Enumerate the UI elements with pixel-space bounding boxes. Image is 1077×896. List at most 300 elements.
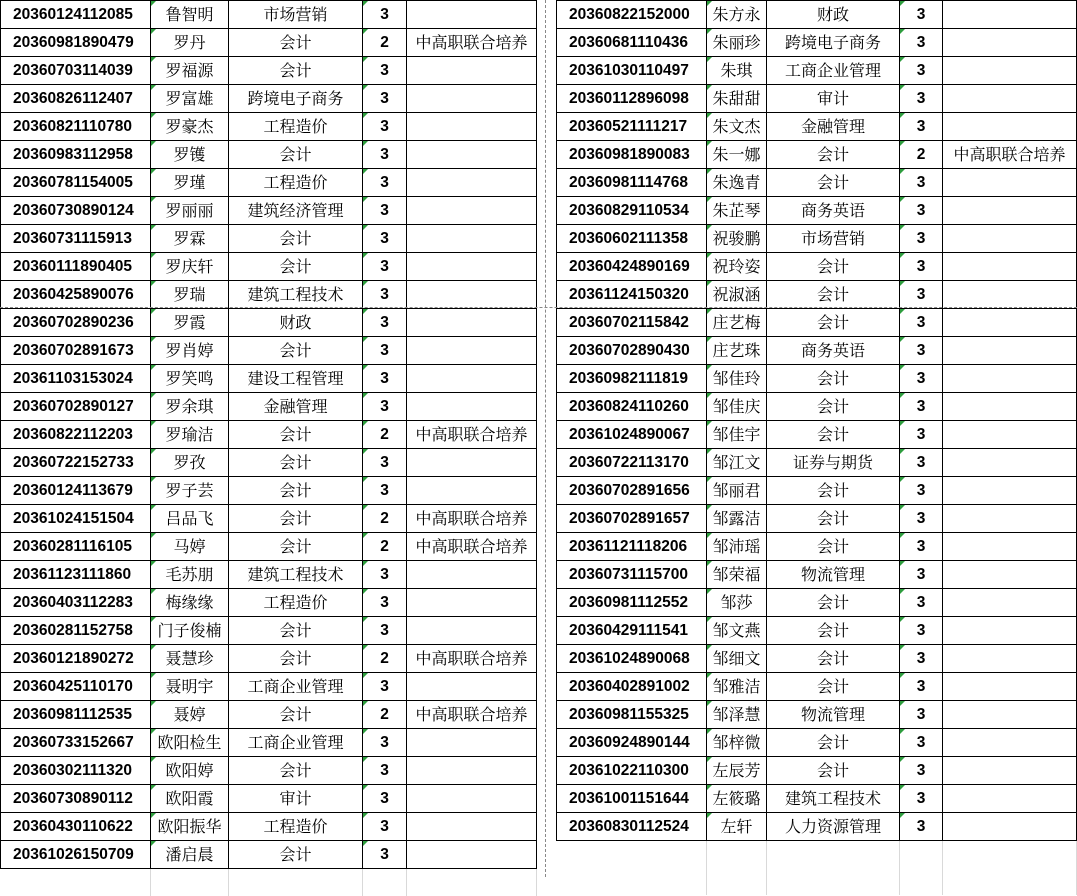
- student-name-cell[interactable]: 门子俊楠: [151, 617, 229, 645]
- student-id-cell[interactable]: 20360429111541: [557, 617, 707, 645]
- student-id-cell[interactable]: 20361024890068: [557, 645, 707, 673]
- student-id-cell[interactable]: 20360722152733: [1, 449, 151, 477]
- years-cell[interactable]: 3: [900, 813, 943, 841]
- major-cell[interactable]: 工程造价: [229, 813, 363, 841]
- years-cell[interactable]: 3: [900, 449, 943, 477]
- student-name-cell[interactable]: 左轩: [707, 813, 767, 841]
- student-name-cell[interactable]: 邹佳玲: [707, 365, 767, 393]
- student-id-cell[interactable]: 20360124112085: [1, 1, 151, 29]
- major-cell[interactable]: 会计: [767, 673, 900, 701]
- years-cell[interactable]: 3: [363, 449, 407, 477]
- student-id-cell[interactable]: 20360702115842: [557, 309, 707, 337]
- student-name-cell[interactable]: 罗瑾: [151, 169, 229, 197]
- major-cell[interactable]: 工程造价: [229, 589, 363, 617]
- student-id-cell[interactable]: 20360681110436: [557, 29, 707, 57]
- note-cell[interactable]: [407, 57, 537, 85]
- note-cell[interactable]: [943, 477, 1077, 505]
- years-cell[interactable]: 3: [363, 113, 407, 141]
- note-cell[interactable]: 中高职联合培养: [407, 29, 537, 57]
- major-cell[interactable]: 商务英语: [767, 197, 900, 225]
- years-cell[interactable]: 3: [363, 197, 407, 225]
- student-name-cell[interactable]: 朱琪: [707, 57, 767, 85]
- empty-cell[interactable]: [1, 869, 151, 896]
- major-cell[interactable]: 商务英语: [767, 337, 900, 365]
- note-cell[interactable]: [407, 337, 537, 365]
- student-name-cell[interactable]: 罗余琪: [151, 393, 229, 421]
- years-cell[interactable]: 3: [363, 253, 407, 281]
- empty-cell[interactable]: [900, 868, 943, 895]
- student-name-cell[interactable]: 罗富雄: [151, 85, 229, 113]
- years-cell[interactable]: 3: [900, 113, 943, 141]
- student-id-cell[interactable]: 20360702891673: [1, 337, 151, 365]
- student-name-cell[interactable]: 欧阳婷: [151, 757, 229, 785]
- student-id-cell[interactable]: 20360730890112: [1, 785, 151, 813]
- years-cell[interactable]: 3: [363, 225, 407, 253]
- note-cell[interactable]: [407, 141, 537, 169]
- student-id-cell[interactable]: 20361024151504: [1, 505, 151, 533]
- years-cell[interactable]: 3: [363, 281, 407, 309]
- years-cell[interactable]: 3: [363, 841, 407, 869]
- note-cell[interactable]: 中高职联合培养: [407, 533, 537, 561]
- note-cell[interactable]: [943, 393, 1077, 421]
- student-name-cell[interactable]: 朱甜甜: [707, 85, 767, 113]
- empty-cell[interactable]: [407, 869, 537, 896]
- major-cell[interactable]: 会计: [229, 337, 363, 365]
- note-cell[interactable]: [407, 393, 537, 421]
- student-name-cell[interactable]: 罗霞: [151, 309, 229, 337]
- years-cell[interactable]: 3: [363, 813, 407, 841]
- major-cell[interactable]: 会计: [767, 253, 900, 281]
- note-cell[interactable]: [943, 281, 1077, 309]
- note-cell[interactable]: [407, 813, 537, 841]
- years-cell[interactable]: 2: [363, 505, 407, 533]
- note-cell[interactable]: [943, 729, 1077, 757]
- note-cell[interactable]: [943, 365, 1077, 393]
- major-cell[interactable]: 会计: [229, 225, 363, 253]
- major-cell[interactable]: 工商企业管理: [229, 673, 363, 701]
- years-cell[interactable]: 3: [900, 533, 943, 561]
- years-cell[interactable]: 3: [900, 281, 943, 309]
- student-id-cell[interactable]: 20360722113170: [557, 449, 707, 477]
- student-id-cell[interactable]: 20360731115913: [1, 225, 151, 253]
- major-cell[interactable]: 建筑工程技术: [767, 785, 900, 813]
- major-cell[interactable]: 证券与期货: [767, 449, 900, 477]
- note-cell[interactable]: [943, 421, 1077, 449]
- years-cell[interactable]: 3: [900, 785, 943, 813]
- student-id-cell[interactable]: 20360824110260: [557, 393, 707, 421]
- student-name-cell[interactable]: 邹佳宇: [707, 421, 767, 449]
- major-cell[interactable]: 会计: [229, 645, 363, 673]
- empty-cell[interactable]: [900, 841, 943, 869]
- years-cell[interactable]: 3: [900, 617, 943, 645]
- note-cell[interactable]: [407, 841, 537, 869]
- major-cell[interactable]: 会计: [767, 617, 900, 645]
- years-cell[interactable]: 3: [363, 617, 407, 645]
- years-cell[interactable]: 3: [363, 589, 407, 617]
- student-name-cell[interactable]: 邹文燕: [707, 617, 767, 645]
- student-name-cell[interactable]: 聂明宇: [151, 673, 229, 701]
- years-cell[interactable]: 3: [363, 393, 407, 421]
- student-id-cell[interactable]: 20360822152000: [557, 1, 707, 29]
- student-id-cell[interactable]: 20360981112552: [557, 589, 707, 617]
- years-cell[interactable]: 3: [900, 337, 943, 365]
- note-cell[interactable]: 中高职联合培养: [407, 505, 537, 533]
- major-cell[interactable]: 会计: [229, 449, 363, 477]
- student-id-cell[interactable]: 20361022110300: [557, 757, 707, 785]
- major-cell[interactable]: 工商企业管理: [767, 57, 900, 85]
- major-cell[interactable]: 会计: [229, 505, 363, 533]
- note-cell[interactable]: [407, 589, 537, 617]
- note-cell[interactable]: [943, 29, 1077, 57]
- major-cell[interactable]: 会计: [229, 29, 363, 57]
- years-cell[interactable]: 3: [900, 309, 943, 337]
- major-cell[interactable]: 会计: [229, 617, 363, 645]
- student-id-cell[interactable]: 20360402891002: [557, 673, 707, 701]
- years-cell[interactable]: 3: [363, 57, 407, 85]
- note-cell[interactable]: [407, 281, 537, 309]
- empty-cell[interactable]: [943, 841, 1077, 869]
- student-id-cell[interactable]: 20360982111819: [557, 365, 707, 393]
- years-cell[interactable]: 2: [363, 29, 407, 57]
- note-cell[interactable]: [943, 225, 1077, 253]
- years-cell[interactable]: 3: [900, 169, 943, 197]
- empty-cell[interactable]: [767, 868, 900, 895]
- note-cell[interactable]: [407, 225, 537, 253]
- years-cell[interactable]: 3: [363, 85, 407, 113]
- student-id-cell[interactable]: 20360981114768: [557, 169, 707, 197]
- student-name-cell[interactable]: 祝淑涵: [707, 281, 767, 309]
- student-id-cell[interactable]: 20360830112524: [557, 813, 707, 841]
- empty-cell[interactable]: [943, 868, 1077, 895]
- years-cell[interactable]: 3: [900, 29, 943, 57]
- student-id-cell[interactable]: 20360981890479: [1, 29, 151, 57]
- student-id-cell[interactable]: 20360702890430: [557, 337, 707, 365]
- major-cell[interactable]: 会计: [767, 757, 900, 785]
- student-name-cell[interactable]: 罗庆轩: [151, 253, 229, 281]
- empty-cell[interactable]: [767, 841, 900, 869]
- major-cell[interactable]: 物流管理: [767, 701, 900, 729]
- note-cell[interactable]: [943, 645, 1077, 673]
- student-name-cell[interactable]: 邹沛瑶: [707, 533, 767, 561]
- years-cell[interactable]: 3: [900, 505, 943, 533]
- student-name-cell[interactable]: 欧阳霞: [151, 785, 229, 813]
- note-cell[interactable]: [943, 253, 1077, 281]
- student-name-cell[interactable]: 罗瑞: [151, 281, 229, 309]
- student-name-cell[interactable]: 马婷: [151, 533, 229, 561]
- empty-cell[interactable]: [707, 841, 767, 869]
- major-cell[interactable]: 跨境电子商务: [229, 85, 363, 113]
- student-id-cell[interactable]: 20360733152667: [1, 729, 151, 757]
- major-cell[interactable]: 金融管理: [767, 113, 900, 141]
- note-cell[interactable]: [407, 309, 537, 337]
- student-name-cell[interactable]: 梅缘缘: [151, 589, 229, 617]
- note-cell[interactable]: [943, 337, 1077, 365]
- student-id-cell[interactable]: 20361001151644: [557, 785, 707, 813]
- note-cell[interactable]: [943, 813, 1077, 841]
- empty-cell[interactable]: [363, 869, 407, 896]
- major-cell[interactable]: 建筑工程技术: [229, 561, 363, 589]
- student-id-cell[interactable]: 20360521111217: [557, 113, 707, 141]
- student-name-cell[interactable]: 邹细文: [707, 645, 767, 673]
- major-cell[interactable]: 会计: [229, 421, 363, 449]
- years-cell[interactable]: 3: [900, 645, 943, 673]
- note-cell[interactable]: 中高职联合培养: [407, 421, 537, 449]
- empty-cell[interactable]: [229, 869, 363, 896]
- student-id-cell[interactable]: 20361123111860: [1, 561, 151, 589]
- student-id-cell[interactable]: 20360702891657: [557, 505, 707, 533]
- student-id-cell[interactable]: 20361121118206: [557, 533, 707, 561]
- student-id-cell[interactable]: 20361103153024: [1, 365, 151, 393]
- student-id-cell[interactable]: 20360826112407: [1, 85, 151, 113]
- note-cell[interactable]: [943, 617, 1077, 645]
- note-cell[interactable]: [943, 1, 1077, 29]
- note-cell[interactable]: [943, 561, 1077, 589]
- years-cell[interactable]: 2: [363, 701, 407, 729]
- note-cell[interactable]: [943, 673, 1077, 701]
- major-cell[interactable]: 会计: [767, 421, 900, 449]
- student-name-cell[interactable]: 罗镬: [151, 141, 229, 169]
- major-cell[interactable]: 建设工程管理: [229, 365, 363, 393]
- major-cell[interactable]: 财政: [229, 309, 363, 337]
- major-cell[interactable]: 会计: [229, 841, 363, 869]
- student-name-cell[interactable]: 罗丽丽: [151, 197, 229, 225]
- student-name-cell[interactable]: 罗笑鸣: [151, 365, 229, 393]
- major-cell[interactable]: 跨境电子商务: [767, 29, 900, 57]
- note-cell[interactable]: [943, 533, 1077, 561]
- major-cell[interactable]: 审计: [229, 785, 363, 813]
- student-id-cell[interactable]: 20361124150320: [557, 281, 707, 309]
- student-id-cell[interactable]: 20360981155325: [557, 701, 707, 729]
- major-cell[interactable]: 会计: [767, 645, 900, 673]
- student-name-cell[interactable]: 邹梓微: [707, 729, 767, 757]
- student-name-cell[interactable]: 祝骏鹏: [707, 225, 767, 253]
- note-cell[interactable]: [943, 785, 1077, 813]
- student-id-cell[interactable]: 20360983112958: [1, 141, 151, 169]
- note-cell[interactable]: 中高职联合培养: [407, 701, 537, 729]
- student-name-cell[interactable]: 朱文杰: [707, 113, 767, 141]
- student-id-cell[interactable]: 20361026150709: [1, 841, 151, 869]
- student-id-cell[interactable]: 20360829110534: [557, 197, 707, 225]
- major-cell[interactable]: 会计: [767, 729, 900, 757]
- major-cell[interactable]: 会计: [229, 533, 363, 561]
- years-cell[interactable]: 2: [363, 645, 407, 673]
- note-cell[interactable]: [407, 673, 537, 701]
- student-id-cell[interactable]: 20360702890236: [1, 309, 151, 337]
- years-cell[interactable]: 3: [900, 253, 943, 281]
- student-id-cell[interactable]: 20360112896098: [557, 85, 707, 113]
- student-name-cell[interactable]: 鲁智明: [151, 1, 229, 29]
- major-cell[interactable]: 会计: [229, 253, 363, 281]
- student-name-cell[interactable]: 罗丹: [151, 29, 229, 57]
- years-cell[interactable]: 2: [900, 141, 943, 169]
- student-name-cell[interactable]: 邹佳庆: [707, 393, 767, 421]
- years-cell[interactable]: 3: [900, 729, 943, 757]
- note-cell[interactable]: [943, 449, 1077, 477]
- student-name-cell[interactable]: 祝玲姿: [707, 253, 767, 281]
- years-cell[interactable]: 3: [900, 85, 943, 113]
- student-name-cell[interactable]: 聂慧珍: [151, 645, 229, 673]
- note-cell[interactable]: [943, 85, 1077, 113]
- student-name-cell[interactable]: 庄艺珠: [707, 337, 767, 365]
- note-cell[interactable]: [407, 365, 537, 393]
- empty-cell[interactable]: [557, 868, 707, 895]
- student-id-cell[interactable]: 20360781154005: [1, 169, 151, 197]
- student-name-cell[interactable]: 罗子芸: [151, 477, 229, 505]
- student-id-cell[interactable]: 20360425890076: [1, 281, 151, 309]
- student-id-cell[interactable]: 20360703114039: [1, 57, 151, 85]
- years-cell[interactable]: 3: [900, 393, 943, 421]
- student-name-cell[interactable]: 朱一娜: [707, 141, 767, 169]
- major-cell[interactable]: 会计: [767, 533, 900, 561]
- years-cell[interactable]: 3: [363, 785, 407, 813]
- student-id-cell[interactable]: 20360302111320: [1, 757, 151, 785]
- major-cell[interactable]: 工程造价: [229, 169, 363, 197]
- years-cell[interactable]: 3: [900, 1, 943, 29]
- student-name-cell[interactable]: 罗肖婷: [151, 337, 229, 365]
- student-name-cell[interactable]: 朱丽珍: [707, 29, 767, 57]
- empty-cell[interactable]: [151, 869, 229, 896]
- major-cell[interactable]: 工程造价: [229, 113, 363, 141]
- note-cell[interactable]: [407, 785, 537, 813]
- note-cell[interactable]: [943, 309, 1077, 337]
- empty-cell[interactable]: [557, 841, 707, 869]
- note-cell[interactable]: 中高职联合培养: [943, 141, 1077, 169]
- note-cell[interactable]: [407, 729, 537, 757]
- student-name-cell[interactable]: 罗瑜洁: [151, 421, 229, 449]
- years-cell[interactable]: 2: [363, 533, 407, 561]
- student-id-cell[interactable]: 20360430110622: [1, 813, 151, 841]
- major-cell[interactable]: 会计: [229, 701, 363, 729]
- student-id-cell[interactable]: 20361030110497: [557, 57, 707, 85]
- student-id-cell[interactable]: 20360981112535: [1, 701, 151, 729]
- student-id-cell[interactable]: 20360730890124: [1, 197, 151, 225]
- years-cell[interactable]: 2: [363, 421, 407, 449]
- major-cell[interactable]: 审计: [767, 85, 900, 113]
- years-cell[interactable]: 3: [363, 309, 407, 337]
- note-cell[interactable]: 中高职联合培养: [407, 645, 537, 673]
- major-cell[interactable]: 会计: [767, 141, 900, 169]
- note-cell[interactable]: [407, 197, 537, 225]
- years-cell[interactable]: 3: [900, 477, 943, 505]
- years-cell[interactable]: 3: [900, 421, 943, 449]
- note-cell[interactable]: [407, 617, 537, 645]
- note-cell[interactable]: [407, 113, 537, 141]
- student-name-cell[interactable]: 罗孜: [151, 449, 229, 477]
- major-cell[interactable]: 物流管理: [767, 561, 900, 589]
- note-cell[interactable]: [943, 113, 1077, 141]
- years-cell[interactable]: 3: [900, 197, 943, 225]
- student-id-cell[interactable]: 20360702890127: [1, 393, 151, 421]
- student-id-cell[interactable]: 20360425110170: [1, 673, 151, 701]
- major-cell[interactable]: 会计: [229, 57, 363, 85]
- major-cell[interactable]: 会计: [767, 365, 900, 393]
- years-cell[interactable]: 3: [363, 477, 407, 505]
- years-cell[interactable]: 3: [363, 337, 407, 365]
- years-cell[interactable]: 3: [363, 141, 407, 169]
- student-name-cell[interactable]: 邹露洁: [707, 505, 767, 533]
- note-cell[interactable]: [943, 757, 1077, 785]
- years-cell[interactable]: 3: [900, 673, 943, 701]
- years-cell[interactable]: 3: [363, 673, 407, 701]
- student-id-cell[interactable]: 20360281152758: [1, 617, 151, 645]
- student-id-cell[interactable]: 20360281116105: [1, 533, 151, 561]
- note-cell[interactable]: [407, 757, 537, 785]
- student-name-cell[interactable]: 罗霖: [151, 225, 229, 253]
- note-cell[interactable]: [407, 1, 537, 29]
- student-name-cell[interactable]: 庄艺梅: [707, 309, 767, 337]
- major-cell[interactable]: 建筑经济管理: [229, 197, 363, 225]
- student-name-cell[interactable]: 邹泽慧: [707, 701, 767, 729]
- years-cell[interactable]: 3: [363, 729, 407, 757]
- note-cell[interactable]: [407, 253, 537, 281]
- student-id-cell[interactable]: 20360424890169: [557, 253, 707, 281]
- years-cell[interactable]: 3: [900, 225, 943, 253]
- student-id-cell[interactable]: 20360924890144: [557, 729, 707, 757]
- student-id-cell[interactable]: 20360981890083: [557, 141, 707, 169]
- student-name-cell[interactable]: 邹丽君: [707, 477, 767, 505]
- years-cell[interactable]: 3: [363, 365, 407, 393]
- major-cell[interactable]: 金融管理: [229, 393, 363, 421]
- student-name-cell[interactable]: 吕品飞: [151, 505, 229, 533]
- student-name-cell[interactable]: 左筱璐: [707, 785, 767, 813]
- major-cell[interactable]: 建筑工程技术: [229, 281, 363, 309]
- note-cell[interactable]: [407, 449, 537, 477]
- major-cell[interactable]: 市场营销: [767, 225, 900, 253]
- note-cell[interactable]: [943, 505, 1077, 533]
- student-id-cell[interactable]: 20360731115700: [557, 561, 707, 589]
- major-cell[interactable]: 会计: [767, 505, 900, 533]
- student-id-cell[interactable]: 20360124113679: [1, 477, 151, 505]
- major-cell[interactable]: 会计: [767, 309, 900, 337]
- student-name-cell[interactable]: 罗豪杰: [151, 113, 229, 141]
- student-id-cell[interactable]: 20360821110780: [1, 113, 151, 141]
- note-cell[interactable]: [407, 85, 537, 113]
- years-cell[interactable]: 3: [363, 561, 407, 589]
- major-cell[interactable]: 会计: [229, 477, 363, 505]
- empty-cell[interactable]: [707, 868, 767, 895]
- note-cell[interactable]: [943, 57, 1077, 85]
- major-cell[interactable]: 会计: [229, 141, 363, 169]
- student-name-cell[interactable]: 朱方永: [707, 1, 767, 29]
- major-cell[interactable]: 会计: [767, 169, 900, 197]
- major-cell[interactable]: 人力资源管理: [767, 813, 900, 841]
- major-cell[interactable]: 会计: [767, 393, 900, 421]
- years-cell[interactable]: 3: [900, 365, 943, 393]
- student-id-cell[interactable]: 20361024890067: [557, 421, 707, 449]
- note-cell[interactable]: [407, 477, 537, 505]
- major-cell[interactable]: 工商企业管理: [229, 729, 363, 757]
- student-name-cell[interactable]: 朱逸青: [707, 169, 767, 197]
- years-cell[interactable]: 3: [900, 561, 943, 589]
- student-name-cell[interactable]: 邹荣福: [707, 561, 767, 589]
- major-cell[interactable]: 会计: [767, 281, 900, 309]
- years-cell[interactable]: 3: [900, 757, 943, 785]
- student-id-cell[interactable]: 20360602111358: [557, 225, 707, 253]
- student-name-cell[interactable]: 朱芷琴: [707, 197, 767, 225]
- note-cell[interactable]: [943, 197, 1077, 225]
- years-cell[interactable]: 3: [900, 57, 943, 85]
- years-cell[interactable]: 3: [363, 169, 407, 197]
- student-name-cell[interactable]: 潘启晨: [151, 841, 229, 869]
- student-name-cell[interactable]: 邹江文: [707, 449, 767, 477]
- major-cell[interactable]: 会计: [767, 589, 900, 617]
- major-cell[interactable]: 财政: [767, 1, 900, 29]
- note-cell[interactable]: [943, 169, 1077, 197]
- student-name-cell[interactable]: 欧阳检生: [151, 729, 229, 757]
- student-id-cell[interactable]: 20360111890405: [1, 253, 151, 281]
- student-name-cell[interactable]: 欧阳振华: [151, 813, 229, 841]
- student-name-cell[interactable]: 左辰芳: [707, 757, 767, 785]
